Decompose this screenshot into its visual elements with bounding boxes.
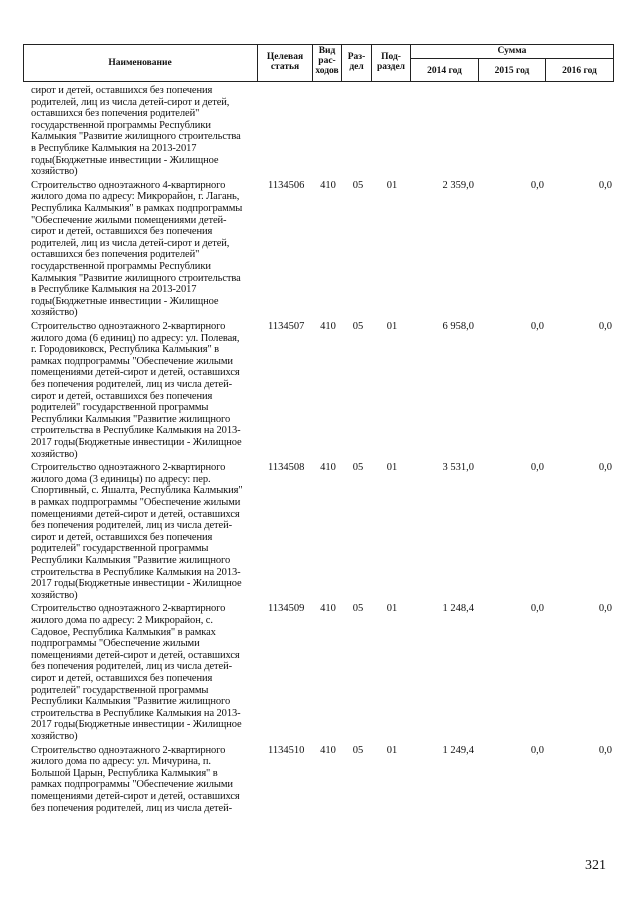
- table-header: [23, 44, 614, 82]
- header-target-line2: статья: [270, 62, 300, 72]
- row-razdel: 05: [352, 321, 364, 332]
- row-name-line: жилого дома (6 единиц) по адресу: ул. Полевая,: [31, 332, 240, 344]
- row-sum-2016: 0,0: [598, 179, 612, 191]
- header-razdel-line1: Раз-: [347, 52, 366, 62]
- row-name-line: рамках подпрограммы "Обеспечение жилыми: [31, 779, 233, 791]
- header-vid: [313, 46, 341, 76]
- row-name-line: родителей" государственной программы: [31, 684, 209, 696]
- header-2015: 2015 год: [494, 66, 530, 76]
- row-name-line: родителей, лиц из числа детей-сирот и детей,: [31, 237, 230, 249]
- header-podrazdel: [372, 52, 410, 72]
- row-name-line: Калмыкия "Развитие жилищного строительства: [31, 131, 241, 143]
- header-vid-line1: Вид: [318, 46, 336, 56]
- row-target: 1134510: [268, 744, 305, 756]
- row-sum-2014: 1 249,4: [442, 744, 474, 756]
- row-target: 1134509: [268, 603, 305, 615]
- row-name-line: родителей" государственной программы: [31, 543, 209, 555]
- row-name-line: помещениями детей-сирот и детей, оставшихся: [31, 649, 240, 661]
- row-sum-2016: 0,0: [598, 603, 612, 615]
- row-name-line: оставшихся без попечения родителей": [31, 108, 200, 120]
- row-name-line: строительства в Республике Калмыкия на 2013-: [31, 425, 241, 437]
- row-name-line: Строительство одноэтажного 2-квартирного: [31, 321, 226, 332]
- row-name: [31, 180, 261, 319]
- row-name-line: жилого дома по адресу: Микрорайон, г. Лагань,: [31, 191, 240, 203]
- row-name-line: родителей" государственной программы: [31, 402, 209, 414]
- row-name-line: Республики Калмыкия "Развитие жилищного: [31, 554, 231, 566]
- row-name-line: жилого дома по адресу: ул. Мичурина, п.: [31, 756, 211, 768]
- row-name-line: сирот и детей, оставшихся без попечения: [31, 85, 213, 96]
- row-sum-2014: 6 958,0: [442, 321, 474, 332]
- row-name-line: Республики Калмыкия "Развитие жилищного: [31, 413, 231, 425]
- header-podrazdel-line1: Под-: [381, 52, 401, 62]
- row-sum-2016: 0,0: [598, 462, 612, 474]
- row-razdel: 05: [352, 179, 364, 191]
- row-podrazdel: 01: [386, 321, 398, 332]
- row-name-line: Большой Царын, Республика Калмыкия" в: [31, 767, 218, 779]
- row-razdel: 05: [352, 603, 364, 615]
- row-sum-2015: 0,0: [530, 179, 544, 191]
- row-name-line: сирот и детей, оставшихся без попечения: [31, 531, 213, 543]
- row-name-line: помещениями детей-сирот и детей, оставшихся: [31, 790, 240, 802]
- header-podrazdel-line2: раздел: [376, 62, 406, 72]
- header-sum: Сумма: [497, 46, 527, 56]
- row-name-line: в Республике Калмыкия на 2013-2017: [31, 142, 197, 154]
- row-name-line: Строительство одноэтажного 4-квартирного: [31, 179, 226, 191]
- row-name-line: Строительство одноэтажного 2-квартирного: [31, 603, 226, 615]
- row-vid: 410: [320, 603, 336, 615]
- row-name-line: помещениями детей-сирот и детей, оставшихся: [31, 367, 240, 379]
- row-name-line: сирот и детей, оставшихся без попечения: [31, 672, 213, 684]
- row-sum-2015: 0,0: [530, 462, 544, 474]
- row-name-line: строительства в Республике Калмыкия на 2013-: [31, 566, 241, 578]
- row-name: [31, 462, 261, 601]
- row-name-line: Садовое, Республика Калмыкия" в рамках: [31, 626, 216, 638]
- row-podrazdel: 01: [386, 462, 398, 474]
- row-name: [31, 85, 261, 178]
- row-vid: 410: [320, 744, 336, 756]
- page-number: 321: [585, 858, 606, 873]
- row-name-line: подпрограммы "Обеспечение жилыми: [31, 638, 200, 650]
- header-2016: 2016 год: [562, 66, 597, 76]
- row-name-line: 2017 годы(Бюджетные инвестиции - Жилищное: [31, 719, 242, 731]
- row-name-line: сирот и детей, оставшихся без попечения: [31, 226, 213, 238]
- row-target: 1134507: [268, 321, 305, 332]
- row-name-line: без попечения родителей, лиц из числа детей-: [31, 661, 233, 673]
- row-name-line: годы(Бюджетные инвестиции - Жилищное: [31, 295, 219, 307]
- row-name-line: сирот и детей, оставшихся без попечения: [31, 390, 213, 402]
- row-name-line: помещениями детей-сирот и детей, оставшихся: [31, 508, 240, 520]
- header-razdel: [342, 52, 371, 72]
- row-name-line: хозяйство): [31, 730, 78, 742]
- row-podrazdel: 01: [386, 179, 398, 191]
- row-name-line: Республики Калмыкия "Развитие жилищного: [31, 696, 231, 708]
- row-name-line: хозяйство): [31, 166, 78, 178]
- header-vid-line2: рас-: [318, 56, 336, 66]
- row-name-line: 2017 годы(Бюджетные инвестиции - Жилищное: [31, 578, 242, 590]
- header-vid-line3: ходов: [315, 66, 339, 76]
- row-name-line: Строительство одноэтажного 2-квартирного: [31, 462, 226, 474]
- row-name: [31, 745, 261, 815]
- row-razdel: 05: [352, 462, 364, 474]
- row-name-line: рамках подпрограммы "Обеспечение жилыми: [31, 355, 233, 367]
- row-name-line: жилого дома (3 единицы) по адресу: пер.: [31, 473, 211, 485]
- row-name: [31, 321, 261, 460]
- row-name: [31, 603, 261, 742]
- row-razdel: 05: [352, 744, 364, 756]
- header-target-line1: Целевая: [266, 52, 304, 62]
- row-name-line: 2017 годы(Бюджетные инвестиции - Жилищное: [31, 436, 242, 448]
- header-name: Наименование: [108, 58, 172, 68]
- row-name-line: "Обеспечение жилыми помещениями детей-: [31, 214, 227, 226]
- row-name-line: Строительство одноэтажного 2-квартирного: [31, 744, 226, 756]
- row-podrazdel: 01: [386, 603, 398, 615]
- row-vid: 410: [320, 321, 336, 332]
- row-sum-2014: 2 359,0: [442, 179, 474, 191]
- row-name-line: Спортивный, с. Яшалта, Республика Калмыкия": [31, 485, 243, 497]
- row-name-line: Республика Калмыкия" в рамках подпрограммы: [31, 202, 243, 214]
- row-name-line: хозяйство): [31, 448, 78, 460]
- row-name-line: жилого дома по адресу: 2 Микрорайон, с.: [31, 614, 213, 626]
- row-vid: 410: [320, 179, 336, 191]
- row-podrazdel: 01: [386, 744, 398, 756]
- row-name-line: хозяйство): [31, 307, 78, 319]
- row-name-line: государственной программы Республики: [31, 119, 211, 131]
- row-sum-2015: 0,0: [530, 744, 544, 756]
- row-sum-2016: 0,0: [598, 744, 612, 756]
- row-name-line: оставшихся без попечения родителей": [31, 249, 200, 261]
- row-sum-2015: 0,0: [530, 603, 544, 615]
- header-2014: 2014 год: [427, 66, 462, 76]
- row-sum-2014: 3 531,0: [442, 462, 474, 474]
- row-name-line: г. Городовиковск, Республика Калмыкия" в: [31, 344, 220, 356]
- header-razdel-line2: дел: [349, 62, 364, 72]
- row-sum-2015: 0,0: [530, 321, 544, 332]
- row-name-line: без попечения родителей, лиц из числа детей-: [31, 520, 233, 532]
- row-target: 1134506: [268, 179, 305, 191]
- row-name-line: строительства в Республике Калмыкия на 2013-: [31, 707, 241, 719]
- row-name-line: хозяйство): [31, 589, 78, 601]
- row-name-line: в Республике Калмыкия на 2013-2017: [31, 284, 197, 296]
- row-name-line: Калмыкия "Развитие жилищного строительства: [31, 272, 241, 284]
- header-target: [258, 52, 312, 72]
- row-sum-2014: 1 248,4: [442, 603, 474, 615]
- row-vid: 410: [320, 462, 336, 474]
- row-name-line: в рамках подпрограммы "Обеспечение жилыми: [31, 496, 241, 508]
- row-name-line: годы(Бюджетные инвестиции - Жилищное: [31, 154, 219, 166]
- row-name-line: без попечения родителей, лиц из числа детей-: [31, 802, 233, 814]
- row-sum-2016: 0,0: [598, 321, 612, 332]
- row-name-line: без попечения родителей, лиц из числа детей-: [31, 378, 233, 390]
- row-target: 1134508: [268, 462, 305, 474]
- row-name-line: государственной программы Республики: [31, 260, 211, 272]
- row-name-line: родителей, лиц из числа детей-сирот и детей,: [31, 96, 230, 108]
